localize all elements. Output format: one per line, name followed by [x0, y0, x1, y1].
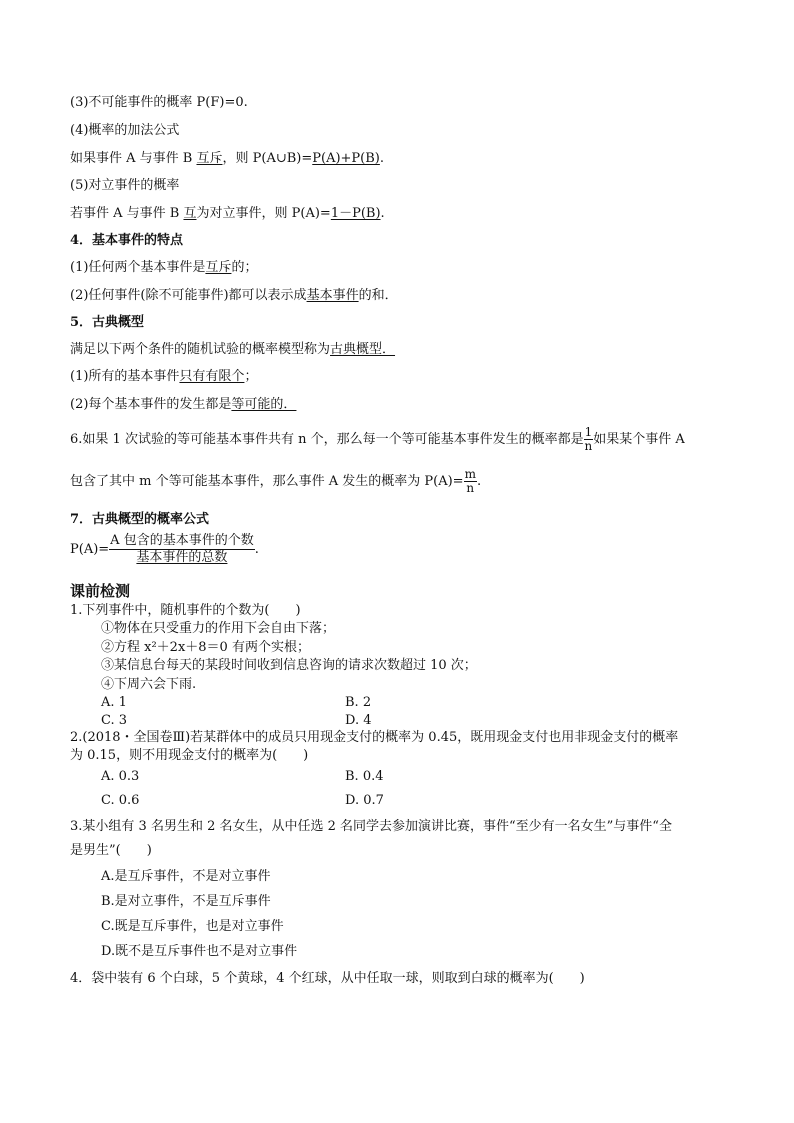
question-3-stem-line-2: 是男生”( ) [70, 843, 152, 858]
fraction-1-over-n: $\frac{1}{n}$ [584, 425, 593, 453]
basic-event-property-1: (1)任何两个基本事件是互斥的； [70, 260, 258, 275]
question-1-option-a: A. 1 [101, 695, 127, 710]
pre-class-test-title: 课前检测 [70, 582, 131, 600]
addition-formula-line: 如果事件 A 与事件 B 互斥，则 P(A∪B)=P(A)+P(B). [70, 151, 385, 166]
complement-line: 若事件 A 与事件 B 互为对立事件，则 P(A)=1－P(B). [70, 206, 385, 221]
basic-event-property-2: (2)任何事件(除不可能事件)都可以表示成基本事件的和． [70, 288, 398, 303]
question-3-option-a: A.是互斥事件，不是对立事件 [101, 869, 271, 884]
classical-probability-formula: P(A)= $\frac{\text{A 包含的基本事件的个数}}{\text{基本事件的总数}}$ . [70, 533, 259, 565]
question-2-option-d: D. 0.7 [345, 793, 384, 808]
equal-probability-line: 6.如果 1 次试验的等可能基本事件共有 n 个，那么每一个等可能基本事件发生的概率都是 $\frac{1}{n}$ 如果某个事件 A [70, 425, 685, 453]
question-2-stem-line-2: 为 0.15，则不用现金支付的概率为( ) [70, 748, 309, 763]
impossible-event-line: (3)不可能事件的概率 P(F)=0. [70, 95, 248, 110]
question-4-stem: 4．袋中装有 6 个白球，5 个黄球，4 个红球，从中任取一球，则取到白球的概率为( ) [70, 971, 585, 986]
section-7-heading: 7．古典概型的概率公式 [70, 512, 210, 527]
question-3-stem-line-1: 3.某小组有 3 名男生和 2 名女生，从中任选 2 名同学去参加演讲比赛，事件“至少有一名女生”与事件“全 [70, 819, 672, 834]
question-1-option-b: B. 2 [345, 695, 372, 710]
question-1-statement-1: ①物体在只受重力的作用下会自由下落； [101, 621, 336, 636]
section-4-heading: 4．基本事件的特点 [70, 233, 184, 248]
question-1-option-c: C. 3 [101, 713, 128, 728]
question-3-option-c: C.既是互斥事件，也是对立事件 [101, 919, 284, 934]
section-5-heading: 5．古典概型 [70, 315, 145, 330]
question-2-option-b: B. 0.4 [345, 769, 384, 784]
question-1-option-d: D. 4 [345, 713, 372, 728]
question-1-statement-4: ④下周六会下雨. [101, 677, 197, 692]
question-2-option-a: A. 0.3 [101, 769, 140, 784]
question-2-option-c: C. 0.6 [101, 793, 140, 808]
classical-condition-1: (1)所有的基本事件只有有限个； [70, 369, 258, 384]
question-3-option-d: D.既不是互斥事件也不是对立事件 [101, 944, 298, 959]
classical-model-definition: 满足以下两个条件的随机试验的概率模型称为古典概型． [70, 342, 396, 357]
question-3-option-b: B.是对立事件，不是互斥事件 [101, 894, 271, 909]
fraction-m-over-n: $\frac{m}{n}$ [464, 467, 476, 495]
question-1-stem: 1.下列事件中，随机事件的个数为( ) [70, 603, 301, 618]
question-2-stem-line-1: 2.(2018・全国卷Ⅲ)若某群体中的成员只用现金支付的概率为 0.45，既用现金支付也用非现金支付的概率 [70, 730, 679, 745]
addition-formula-heading: (4)概率的加法公式 [70, 123, 180, 138]
question-1-statement-3: ③某信息台每天的某段时间收到信息咨询的请求次数超过 10 次； [101, 658, 477, 673]
event-probability-line: 包含了其中 m 个等可能基本事件，那么事件 A 发生的概率为 P(A)= $\frac{m}{n}$ . [70, 467, 482, 495]
classical-condition-2: (2)每个基本事件的发生都是等可能的． [70, 397, 297, 412]
question-1-statement-2: ②方程 x²＋2x＋8＝0 有两个实根； [101, 640, 310, 655]
complement-heading: (5)对立事件的概率 [70, 178, 180, 193]
